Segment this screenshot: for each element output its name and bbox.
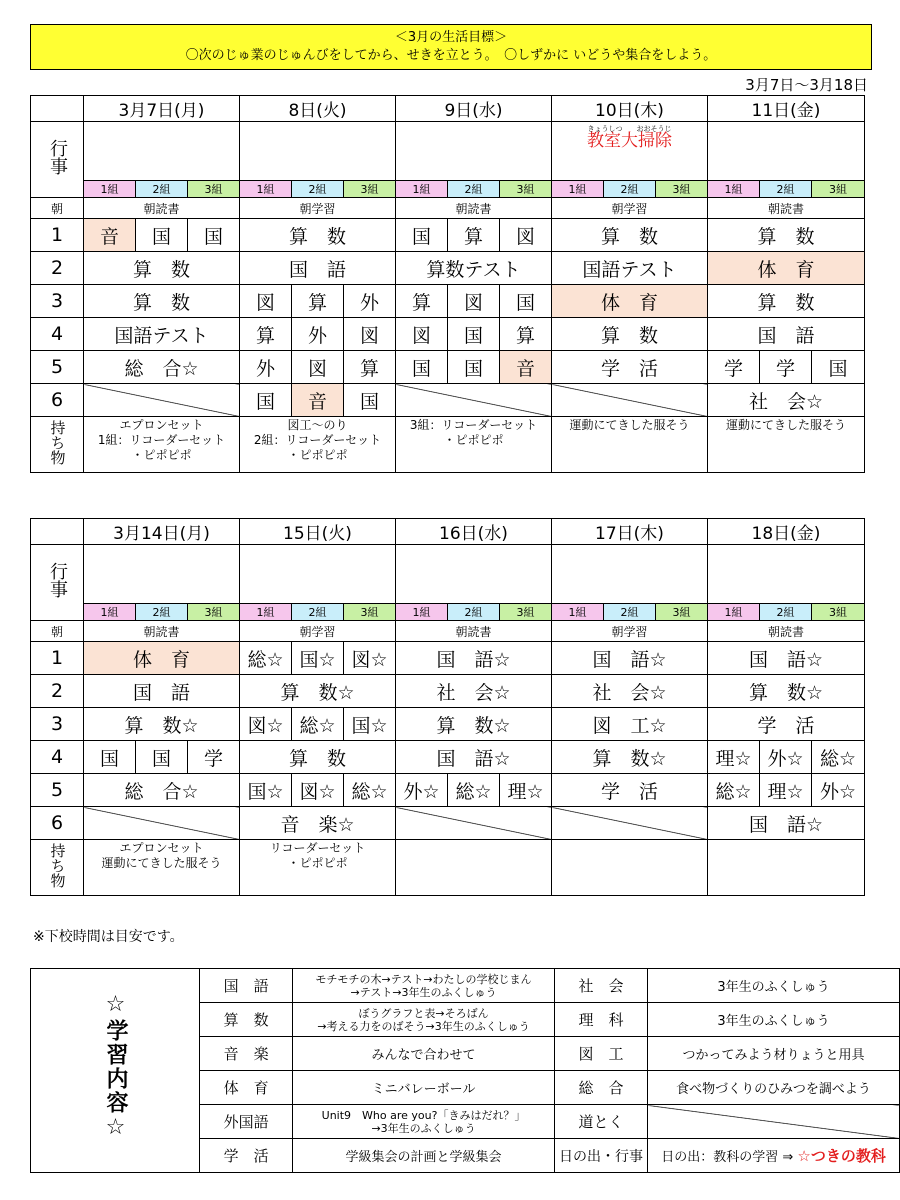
lesson: 国語テスト bbox=[552, 252, 708, 285]
lesson: 算 bbox=[344, 351, 396, 384]
lesson: 図 bbox=[344, 318, 396, 351]
lesson: 理☆ bbox=[760, 774, 812, 807]
no-lesson bbox=[396, 384, 552, 417]
period-label: 6 bbox=[31, 807, 84, 840]
no-content bbox=[648, 1105, 900, 1139]
lesson: 国 bbox=[812, 351, 865, 384]
lesson: 図 bbox=[240, 285, 292, 318]
lesson: 算 数☆ bbox=[708, 675, 865, 708]
lesson: 算 数☆ bbox=[84, 708, 240, 741]
group-2: 2組 bbox=[604, 604, 656, 621]
event-cell bbox=[552, 545, 708, 604]
period-label: 3 bbox=[31, 285, 84, 318]
day-header: 9日(水) bbox=[396, 96, 552, 122]
event-classroom-cleaning: 教室大掃除 bbox=[587, 131, 672, 151]
period-label: 5 bbox=[31, 774, 84, 807]
day-header: 11日(金) bbox=[708, 96, 865, 122]
subject-content: みんなで合わせて bbox=[293, 1037, 555, 1071]
day-header: 8日(火) bbox=[240, 96, 396, 122]
morning-activity: 朝学習 bbox=[240, 198, 396, 219]
event-cell bbox=[708, 545, 865, 604]
group-2: 2組 bbox=[292, 604, 344, 621]
lesson: 音 bbox=[292, 384, 344, 417]
lesson: 国 語☆ bbox=[708, 807, 865, 840]
group-1: 1組 bbox=[708, 604, 760, 621]
lesson: 体 育 bbox=[708, 252, 865, 285]
lesson: 図☆ bbox=[344, 642, 396, 675]
lesson: 国 bbox=[448, 351, 500, 384]
lesson: 国 bbox=[500, 285, 552, 318]
lesson: 算 bbox=[448, 219, 500, 252]
morning-label: 朝 bbox=[31, 621, 84, 642]
lesson: 国 語 bbox=[708, 318, 865, 351]
period-label: 1 bbox=[31, 642, 84, 675]
group-1: 1組 bbox=[396, 604, 448, 621]
period-label: 5 bbox=[31, 351, 84, 384]
lesson: 図 bbox=[396, 318, 448, 351]
event-ruby: きょうしつ おおそうじ bbox=[587, 125, 672, 133]
morning-activity: 朝読書 bbox=[84, 621, 240, 642]
lesson: 音 楽☆ bbox=[240, 807, 396, 840]
morning-activity: 朝学習 bbox=[552, 198, 708, 219]
lesson: 国 語☆ bbox=[552, 642, 708, 675]
period-label: 4 bbox=[31, 741, 84, 774]
lesson: 国 語 bbox=[240, 252, 396, 285]
items-cell: 図工～のり 2組：リコーダーセット ・ピポピポ bbox=[240, 417, 396, 473]
week2-schedule bbox=[30, 518, 865, 896]
lesson: 算 数 bbox=[84, 252, 240, 285]
items-label: 持ち物 bbox=[31, 840, 84, 896]
lesson: 総☆ bbox=[708, 774, 760, 807]
lesson: 国☆ bbox=[292, 642, 344, 675]
lesson: 理☆ bbox=[708, 741, 760, 774]
group-2: 2組 bbox=[604, 181, 656, 198]
lesson: 外☆ bbox=[760, 741, 812, 774]
lesson: 国 bbox=[396, 219, 448, 252]
lesson: 国 bbox=[344, 384, 396, 417]
group-1: 1組 bbox=[84, 181, 136, 198]
morning-activity: 朝学習 bbox=[552, 621, 708, 642]
no-lesson bbox=[84, 807, 240, 840]
lesson: 図 工☆ bbox=[552, 708, 708, 741]
date-range: 3月7日～3月18日 bbox=[745, 76, 868, 94]
group-1: 1組 bbox=[240, 181, 292, 198]
group-1: 1組 bbox=[396, 181, 448, 198]
lesson: 算 数☆ bbox=[240, 675, 396, 708]
period-label: 6 bbox=[31, 384, 84, 417]
lesson: 国 bbox=[396, 351, 448, 384]
period-label: 3 bbox=[31, 708, 84, 741]
lesson: 国 bbox=[136, 741, 188, 774]
lesson: 国 bbox=[84, 741, 136, 774]
subject-label: 社 会 bbox=[554, 969, 647, 1003]
group-1: 1組 bbox=[708, 181, 760, 198]
lesson: 算 数 bbox=[708, 285, 865, 318]
lesson: 国☆ bbox=[240, 774, 292, 807]
subject-content: Unit9 Who are you?「きみはだれ？」 →3年生のふくしゅう bbox=[293, 1105, 555, 1139]
group-3: 3組 bbox=[656, 604, 708, 621]
subject-content: ミニバレーボール bbox=[293, 1071, 555, 1105]
no-lesson bbox=[552, 384, 708, 417]
lesson: 外 bbox=[292, 318, 344, 351]
event-cell bbox=[552, 122, 708, 181]
morning-activity: 朝読書 bbox=[84, 198, 240, 219]
event-label: 行事 bbox=[31, 545, 84, 621]
lesson: 国 bbox=[448, 318, 500, 351]
lesson: 総☆ bbox=[344, 774, 396, 807]
morning-activity: 朝読書 bbox=[396, 198, 552, 219]
lesson: 算 数 bbox=[708, 219, 865, 252]
event-cell bbox=[708, 122, 865, 181]
subject-label: 算 数 bbox=[200, 1003, 293, 1037]
subject-label: 道とく bbox=[554, 1105, 647, 1139]
no-lesson bbox=[84, 384, 240, 417]
lesson: 総 合☆ bbox=[84, 351, 240, 384]
items-cell bbox=[708, 840, 865, 896]
morning-activity: 朝読書 bbox=[708, 198, 865, 219]
subject-content: つかってみよう材りょうと用具 bbox=[648, 1037, 900, 1071]
subject-content: 食べ物づくりのひみつを調べよう bbox=[648, 1071, 900, 1105]
lesson: 総☆ bbox=[292, 708, 344, 741]
group-3: 3組 bbox=[188, 181, 240, 198]
day-header: 15日(火) bbox=[240, 519, 396, 545]
lesson: 国 bbox=[136, 219, 188, 252]
group-3: 3組 bbox=[812, 604, 865, 621]
lesson: 総 合☆ bbox=[84, 774, 240, 807]
dismissal-note: ※下校時間は目安です。 bbox=[33, 929, 184, 945]
subject-content: モチモチの木→テスト→わたしの学校じまん →テスト→3年生のふくしゅう bbox=[293, 969, 555, 1003]
learning-content-table bbox=[30, 968, 900, 1173]
period-label: 2 bbox=[31, 252, 84, 285]
subject-label: 理 科 bbox=[554, 1003, 647, 1037]
lesson: 社 会☆ bbox=[396, 675, 552, 708]
subject-content: 学級集会の計画と学級集会 bbox=[293, 1139, 555, 1173]
lesson: 国 bbox=[188, 219, 240, 252]
subject-label: 外国語 bbox=[200, 1105, 293, 1139]
lesson: 外 bbox=[344, 285, 396, 318]
day-header: 3月14日(月) bbox=[84, 519, 240, 545]
day-header: 3月7日(月) bbox=[84, 96, 240, 122]
lesson: 算 数 bbox=[240, 741, 396, 774]
event-cell bbox=[396, 545, 552, 604]
subject-label: 図 工 bbox=[554, 1037, 647, 1071]
morning-label: 朝 bbox=[31, 198, 84, 219]
period-label: 1 bbox=[31, 219, 84, 252]
lesson: 理☆ bbox=[500, 774, 552, 807]
lesson: 国 語☆ bbox=[708, 642, 865, 675]
group-3: 3組 bbox=[656, 181, 708, 198]
items-cell: エプロンセット 1組：リコーダーセット ・ピポピポ bbox=[84, 417, 240, 473]
lesson: 国語テスト bbox=[84, 318, 240, 351]
day-header: 10日(木) bbox=[552, 96, 708, 122]
star-subject-label: ☆つきの教科 bbox=[797, 1147, 886, 1165]
subject-label: 国 語 bbox=[200, 969, 293, 1003]
items-cell bbox=[396, 840, 552, 896]
group-1: 1組 bbox=[240, 604, 292, 621]
lesson: 国☆ bbox=[344, 708, 396, 741]
lesson: 学 活 bbox=[552, 774, 708, 807]
group-1: 1組 bbox=[84, 604, 136, 621]
day-header: 16日(水) bbox=[396, 519, 552, 545]
goal-title: ＜3月の生活目標＞ bbox=[394, 30, 508, 45]
period-label: 2 bbox=[31, 675, 84, 708]
subject-label: 音 楽 bbox=[200, 1037, 293, 1071]
lesson: 社 会☆ bbox=[552, 675, 708, 708]
subject-label: 総 合 bbox=[554, 1071, 647, 1105]
morning-activity: 朝読書 bbox=[396, 621, 552, 642]
group-2: 2組 bbox=[448, 604, 500, 621]
lesson: 学 bbox=[188, 741, 240, 774]
group-3: 3組 bbox=[500, 181, 552, 198]
no-lesson bbox=[552, 807, 708, 840]
lesson: 外 bbox=[240, 351, 292, 384]
event-cell bbox=[240, 122, 396, 181]
event-cell bbox=[396, 122, 552, 181]
lesson: 算数テスト bbox=[396, 252, 552, 285]
lesson: 学 bbox=[760, 351, 812, 384]
lesson: 図☆ bbox=[240, 708, 292, 741]
group-2: 2組 bbox=[448, 181, 500, 198]
lesson: 外☆ bbox=[812, 774, 865, 807]
lesson: 図 bbox=[292, 351, 344, 384]
lesson: 図 bbox=[500, 219, 552, 252]
lesson: 総☆ bbox=[240, 642, 292, 675]
lesson: 学 活 bbox=[708, 708, 865, 741]
goal-text: 〇次のじゅ業のじゅんびをしてから、せきを立とう。 〇しずかに いどうや集合をしよう。 bbox=[185, 48, 717, 63]
monthly-goal-box bbox=[30, 24, 872, 70]
subject-label: 体 育 bbox=[200, 1071, 293, 1105]
period-label: 4 bbox=[31, 318, 84, 351]
morning-activity: 朝学習 bbox=[240, 621, 396, 642]
items-label: 持ち物 bbox=[31, 417, 84, 473]
lesson: 算 bbox=[500, 318, 552, 351]
lesson: 算 数☆ bbox=[552, 741, 708, 774]
lesson: 国 語☆ bbox=[396, 642, 552, 675]
group-2: 2組 bbox=[760, 604, 812, 621]
subject-label: 日の出・行事 bbox=[554, 1139, 647, 1173]
group-2: 2組 bbox=[760, 181, 812, 198]
lesson: 国 bbox=[240, 384, 292, 417]
lesson: 音 bbox=[84, 219, 136, 252]
lesson: 体 育 bbox=[84, 642, 240, 675]
event-cell bbox=[240, 545, 396, 604]
lesson: 国 語 bbox=[84, 675, 240, 708]
lesson: 国 語☆ bbox=[396, 741, 552, 774]
items-cell: エプロンセット 運動にてきした服そう bbox=[84, 840, 240, 896]
group-2: 2組 bbox=[136, 604, 188, 621]
lesson: 学 bbox=[708, 351, 760, 384]
group-3: 3組 bbox=[812, 181, 865, 198]
lesson: 算 bbox=[292, 285, 344, 318]
subject-content: 3年生のふくしゅう bbox=[648, 1003, 900, 1037]
subject-content: ぼうグラフと表→そろばん →考える力をのばそう→3年生のふくしゅう bbox=[293, 1003, 555, 1037]
sunrise-note: 日の出：教科の学習 ⇒ ☆つきの教科 bbox=[648, 1139, 900, 1173]
items-cell: リコーダーセット ・ピポピポ bbox=[240, 840, 396, 896]
day-header: 17日(木) bbox=[552, 519, 708, 545]
learning-side-label: ☆学習内容☆ bbox=[31, 969, 200, 1173]
lesson: 算 bbox=[396, 285, 448, 318]
subject-content: 3年生のふくしゅう bbox=[648, 969, 900, 1003]
lesson: 算 数 bbox=[240, 219, 396, 252]
no-lesson bbox=[396, 807, 552, 840]
lesson: 学 活 bbox=[552, 351, 708, 384]
lesson: 総☆ bbox=[448, 774, 500, 807]
lesson: 算 数 bbox=[84, 285, 240, 318]
lesson: 音 bbox=[500, 351, 552, 384]
group-3: 3組 bbox=[188, 604, 240, 621]
group-3: 3組 bbox=[500, 604, 552, 621]
lesson: 算 bbox=[240, 318, 292, 351]
lesson: 総☆ bbox=[812, 741, 865, 774]
group-1: 1組 bbox=[552, 181, 604, 198]
lesson: 算 数 bbox=[552, 219, 708, 252]
morning-activity: 朝読書 bbox=[708, 621, 865, 642]
lesson: 体 育 bbox=[552, 285, 708, 318]
group-2: 2組 bbox=[136, 181, 188, 198]
group-1: 1組 bbox=[552, 604, 604, 621]
items-cell: 3組：リコーダーセット ・ピポピポ bbox=[396, 417, 552, 473]
day-header: 18日(金) bbox=[708, 519, 865, 545]
event-cell bbox=[84, 545, 240, 604]
lesson: 算 数 bbox=[552, 318, 708, 351]
group-3: 3組 bbox=[344, 604, 396, 621]
items-cell: 運動にてきした服そう bbox=[552, 417, 708, 473]
lesson: 算 数☆ bbox=[396, 708, 552, 741]
lesson: 外☆ bbox=[396, 774, 448, 807]
items-cell: 運動にてきした服そう bbox=[708, 417, 865, 473]
week1-schedule bbox=[30, 95, 865, 473]
event-cell bbox=[84, 122, 240, 181]
subject-label: 学 活 bbox=[200, 1139, 293, 1173]
group-3: 3組 bbox=[344, 181, 396, 198]
items-cell bbox=[552, 840, 708, 896]
group-2: 2組 bbox=[292, 181, 344, 198]
lesson: 図☆ bbox=[292, 774, 344, 807]
event-label: 行事 bbox=[31, 122, 84, 198]
lesson: 社 会☆ bbox=[708, 384, 865, 417]
lesson: 図 bbox=[448, 285, 500, 318]
